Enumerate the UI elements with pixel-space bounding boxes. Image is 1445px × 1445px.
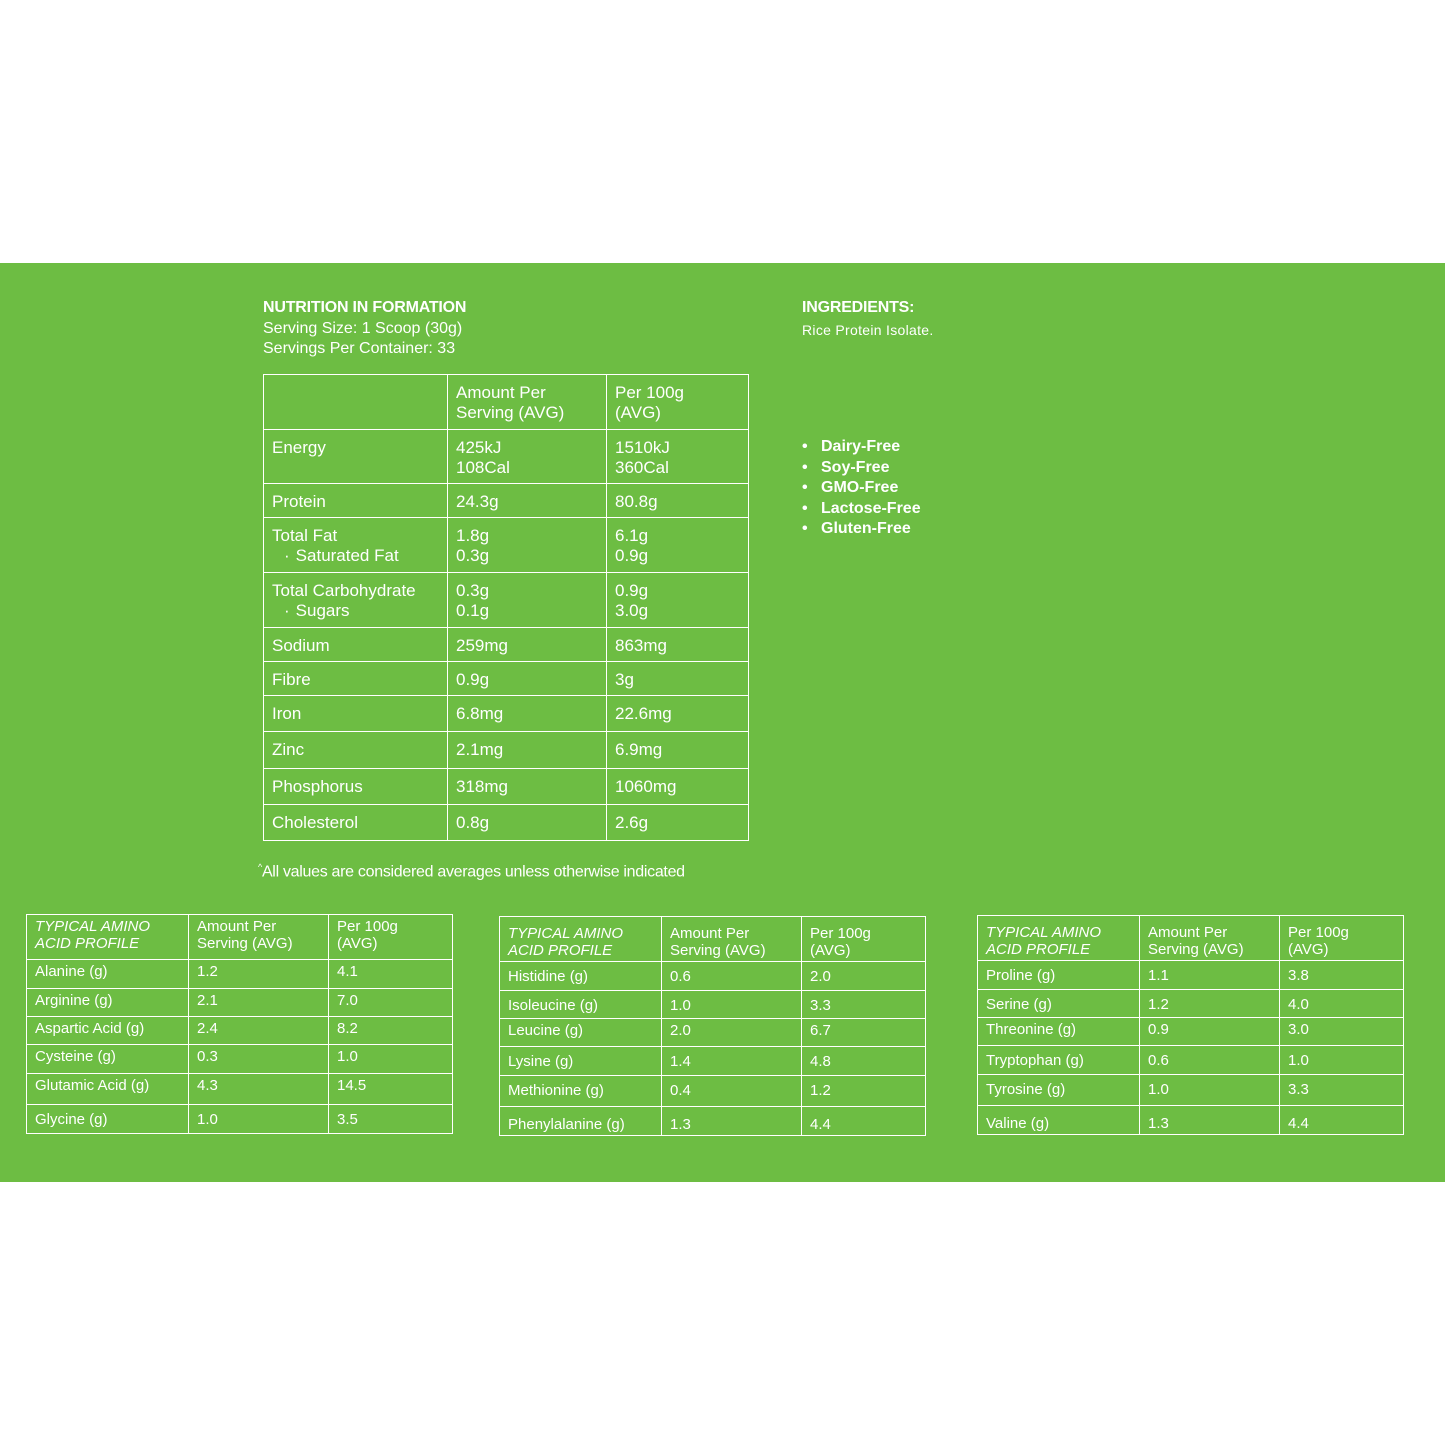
value: 0.9g — [615, 581, 649, 600]
table-row — [500, 1019, 926, 1047]
per100-cell: 863mg — [607, 628, 749, 662]
serving-cell: 2.4 — [189, 1017, 329, 1045]
per100-cell: 14.5 — [329, 1074, 453, 1105]
header-cell — [662, 917, 802, 962]
serving-cell: 6.8mg — [448, 696, 607, 732]
table-row — [500, 1047, 926, 1076]
table-row — [264, 662, 749, 696]
amino-name: Valine (g) — [978, 1106, 1140, 1135]
value: 6.1g — [615, 526, 649, 545]
row-label — [264, 573, 448, 628]
amino-table-3 — [977, 915, 1404, 1135]
per100-cell: 3.0 — [1280, 1018, 1404, 1046]
serving-cell: 1.0 — [662, 991, 802, 1019]
table-row — [500, 1076, 926, 1107]
table-row — [27, 1017, 453, 1045]
label-text: Total Carbohydrate — [272, 581, 416, 600]
header-text: ACID PROFILE — [35, 935, 140, 952]
label-text: Total Fat — [272, 526, 338, 545]
per100-cell: 3.3 — [1280, 1075, 1404, 1106]
per100-cell: 1.0 — [1280, 1046, 1404, 1075]
header-text: TYPICAL AMINO — [508, 925, 624, 942]
serving-cell: 259mg — [448, 628, 607, 662]
serving-cell — [448, 518, 607, 573]
badge-item: • Gluten-Free — [802, 519, 921, 540]
table-row — [27, 1105, 453, 1134]
per100-cell: 1.0 — [329, 1045, 453, 1074]
amino-name: Arginine (g) — [27, 989, 189, 1017]
header-cell — [1140, 916, 1280, 961]
amino-name: Isoleucine (g) — [500, 991, 662, 1019]
badge-item: • Soy-Free — [802, 458, 921, 479]
header-text: Per 100g — [810, 925, 871, 942]
serving-cell: 0.6 — [1140, 1046, 1280, 1075]
ingredients-title: INGREDIENTS: — [802, 299, 915, 316]
table-header-row — [27, 915, 453, 960]
row-label: Sodium — [264, 628, 448, 662]
badge-item: • Lactose-Free — [802, 499, 921, 520]
ingredients-section — [802, 297, 1202, 338]
table-header-row — [978, 916, 1404, 961]
value: 360Cal — [615, 458, 669, 477]
row-label: Protein — [264, 484, 448, 518]
table-row — [264, 805, 749, 841]
badge-item: • Dairy-Free — [802, 437, 921, 458]
table-row — [500, 962, 926, 991]
serving-cell: 24.3g — [448, 484, 607, 518]
header-text: ACID PROFILE — [508, 942, 613, 959]
header-cell — [500, 917, 662, 962]
per100-cell: 2.0 — [802, 962, 926, 991]
serving-cell: 1.1 — [1140, 961, 1280, 990]
header-text: Serving (AVG) — [670, 942, 766, 959]
ingredients-text: Rice Protein Isolate. — [802, 322, 934, 338]
serving-cell: 1.3 — [662, 1107, 802, 1136]
per100-cell: 2.6g — [607, 805, 749, 841]
amino-name: Alanine (g) — [27, 960, 189, 989]
header-cell — [802, 917, 926, 962]
nutrition-table — [263, 374, 749, 841]
per100-cell — [607, 518, 749, 573]
serving-cell: 0.4 — [662, 1076, 802, 1107]
amino-name: Phenylalanine (g) — [500, 1107, 662, 1136]
per100-cell: 6.7 — [802, 1019, 926, 1047]
serving-cell: 318mg — [448, 769, 607, 805]
serving-cell: 0.9 — [1140, 1018, 1280, 1046]
serving-cell: 0.3 — [189, 1045, 329, 1074]
serving-cell: 4.3 — [189, 1074, 329, 1105]
header-text: Per 100g — [1288, 924, 1349, 941]
header-cell — [448, 375, 607, 430]
table-row — [978, 990, 1404, 1018]
value: 1510kJ — [615, 438, 670, 457]
value: 0.1g — [456, 601, 490, 620]
note-text: All values are considered averages unless otherwise indicated — [261, 863, 685, 881]
table-header-row — [264, 375, 749, 430]
serving-cell: 1.0 — [189, 1105, 329, 1134]
note-mark: ^ — [258, 862, 262, 872]
table-row — [264, 732, 749, 769]
per100-cell: 4.8 — [802, 1047, 926, 1076]
table-row — [978, 1075, 1404, 1106]
value: 425kJ — [456, 438, 502, 457]
serving-cell: 1.3 — [1140, 1106, 1280, 1135]
amino-name: Cysteine (g) — [27, 1045, 189, 1074]
header-text: Per 100g — [615, 383, 684, 402]
header-text: (AVG) — [337, 935, 378, 952]
amino-name: Histidine (g) — [500, 962, 662, 991]
value: 3.0g — [615, 601, 649, 620]
header-cell — [264, 375, 448, 430]
serving-cell: 1.4 — [662, 1047, 802, 1076]
per100-cell: 8.2 — [329, 1017, 453, 1045]
per100-cell: 3.8 — [1280, 961, 1404, 990]
header-cell — [27, 915, 189, 960]
header-text: Amount Per — [456, 383, 546, 402]
servings-per-container: Servings Per Container: 33 — [263, 340, 456, 357]
value: 0.3g — [456, 546, 490, 565]
serving-cell: 0.8g — [448, 805, 607, 841]
header-cell — [189, 915, 329, 960]
header-text: Amount Per — [670, 925, 750, 942]
header-text: TYPICAL AMINO — [35, 918, 151, 935]
header-text: Per 100g — [337, 918, 398, 935]
header-text: TYPICAL AMINO — [986, 924, 1102, 941]
amino-name: Glycine (g) — [27, 1105, 189, 1134]
amino-table-1 — [26, 914, 453, 1134]
per100-cell — [607, 430, 749, 484]
serving-cell: 0.6 — [662, 962, 802, 991]
table-row — [978, 1106, 1404, 1135]
amino-name: Methionine (g) — [500, 1076, 662, 1107]
sub-label: · Sugars — [272, 601, 439, 621]
table-row — [264, 430, 749, 484]
value: 0.9g — [615, 546, 649, 565]
serving-cell: 2.0 — [662, 1019, 802, 1047]
per100-cell: 22.6mg — [607, 696, 749, 732]
serving-cell: 2.1mg — [448, 732, 607, 769]
serving-cell — [448, 573, 607, 628]
header-text: ACID PROFILE — [986, 941, 1091, 958]
value: 0.3g — [456, 581, 490, 600]
header-text: (AVG) — [810, 942, 851, 959]
per100-cell: 4.4 — [802, 1107, 926, 1136]
serving-cell — [448, 430, 607, 484]
header-cell — [978, 916, 1140, 961]
header-text: Serving (AVG) — [456, 403, 565, 422]
row-label: Iron — [264, 696, 448, 732]
sub-label: · Saturated Fat — [272, 546, 439, 566]
amino-name: Aspartic Acid (g) — [27, 1017, 189, 1045]
row-label — [264, 518, 448, 573]
serving-cell: 1.0 — [1140, 1075, 1280, 1106]
header-cell — [1280, 916, 1404, 961]
amino-table-2 — [499, 916, 926, 1136]
table-row — [264, 696, 749, 732]
per100-cell: 4.0 — [1280, 990, 1404, 1018]
header-text: Serving (AVG) — [197, 935, 293, 952]
amino-name: Serine (g) — [978, 990, 1140, 1018]
table-row — [27, 989, 453, 1017]
nutrition-heading — [263, 297, 763, 359]
table-row — [264, 573, 749, 628]
amino-name: Tyrosine (g) — [978, 1075, 1140, 1106]
header-text: (AVG) — [615, 403, 661, 422]
table-row — [264, 518, 749, 573]
table-row — [978, 961, 1404, 990]
table-row — [27, 1074, 453, 1105]
value: 1.8g — [456, 526, 490, 545]
averages-note — [258, 862, 685, 881]
table-row — [27, 1045, 453, 1074]
free-from-list — [802, 437, 921, 540]
header-text: Amount Per — [1148, 924, 1228, 941]
amino-name: Leucine (g) — [500, 1019, 662, 1047]
row-label: Energy — [264, 430, 448, 484]
table-row — [500, 991, 926, 1019]
table-row — [264, 628, 749, 662]
row-label: Zinc — [264, 732, 448, 769]
row-label: Phosphorus — [264, 769, 448, 805]
serving-cell: 1.2 — [1140, 990, 1280, 1018]
header-text: Amount Per — [197, 918, 277, 935]
per100-cell: 6.9mg — [607, 732, 749, 769]
per100-cell — [607, 573, 749, 628]
per100-cell: 4.1 — [329, 960, 453, 989]
per100-cell: 3.3 — [802, 991, 926, 1019]
table-row — [500, 1107, 926, 1136]
table-header-row — [500, 917, 926, 962]
per100-cell: 7.0 — [329, 989, 453, 1017]
per100-cell: 3g — [607, 662, 749, 696]
serving-cell: 2.1 — [189, 989, 329, 1017]
amino-name: Threonine (g) — [978, 1018, 1140, 1046]
amino-name: Proline (g) — [978, 961, 1140, 990]
serving-cell: 1.2 — [189, 960, 329, 989]
amino-name: Glutamic Acid (g) — [27, 1074, 189, 1105]
per100-cell: 1.2 — [802, 1076, 926, 1107]
per100-cell: 4.4 — [1280, 1106, 1404, 1135]
badge-item: • GMO-Free — [802, 478, 921, 499]
table-row — [978, 1018, 1404, 1046]
header-text: (AVG) — [1288, 941, 1329, 958]
header-cell — [329, 915, 453, 960]
table-row — [264, 769, 749, 805]
table-row — [978, 1046, 1404, 1075]
table-row — [27, 960, 453, 989]
amino-name: Lysine (g) — [500, 1047, 662, 1076]
serving-size: Serving Size: 1 Scoop (30g) — [263, 320, 463, 337]
row-label: Fibre — [264, 662, 448, 696]
row-label: Cholesterol — [264, 805, 448, 841]
nutrition-title: NUTRITION IN FORMATION — [263, 299, 467, 316]
value: 108Cal — [456, 458, 510, 477]
per100-cell: 80.8g — [607, 484, 749, 518]
per100-cell: 3.5 — [329, 1105, 453, 1134]
header-text: Serving (AVG) — [1148, 941, 1244, 958]
serving-cell: 0.9g — [448, 662, 607, 696]
amino-name: Tryptophan (g) — [978, 1046, 1140, 1075]
header-cell — [607, 375, 749, 430]
table-row — [264, 484, 749, 518]
per100-cell: 1060mg — [607, 769, 749, 805]
